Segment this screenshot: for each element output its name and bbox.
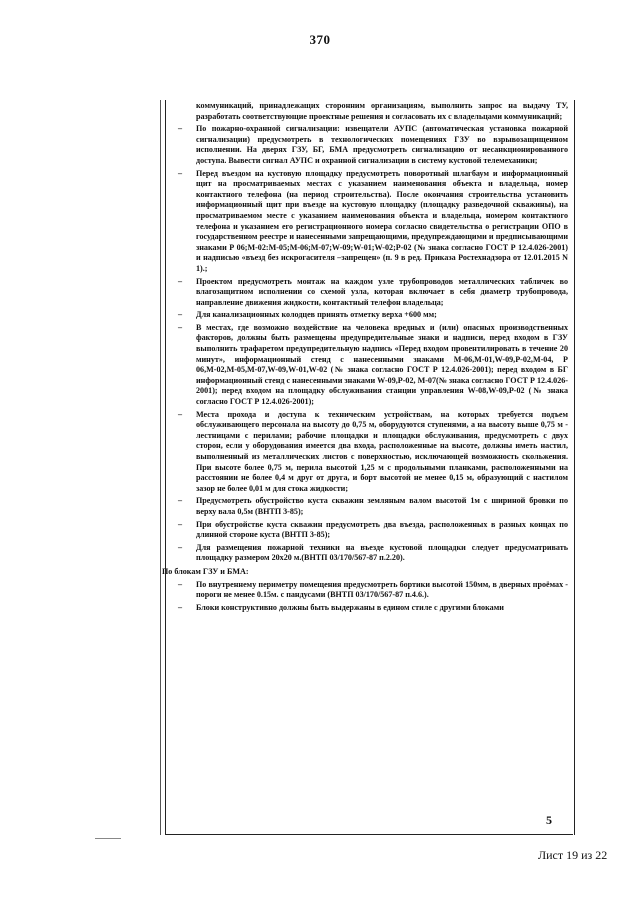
list-item-text: Блоки конструктивно должны быть выдержаны в едином стиле с другими блоками bbox=[196, 602, 504, 612]
dash-bullet-icon: – bbox=[177, 409, 183, 419]
dash-bullet-icon: – bbox=[177, 276, 183, 286]
list-item bbox=[170, 124, 568, 166]
dash-bullet-icon: – bbox=[177, 519, 183, 529]
dash-bullet-icon: – bbox=[177, 310, 183, 320]
dash-bullet-icon: – bbox=[177, 579, 183, 589]
list-item-text: По внутреннему периметру помещения предусмотреть бортики высотой 150мм, в дверных проёмах - пороги не менее 0.15м. с пандусами (ВНТП 03/170/567-87 п.4.6.). bbox=[196, 579, 568, 600]
dash-bullet-icon: – bbox=[177, 602, 183, 612]
page-number-bottom: 5 bbox=[546, 813, 552, 827]
table-bottom-border bbox=[165, 834, 573, 835]
list-item bbox=[170, 543, 568, 564]
list-item bbox=[170, 580, 568, 601]
dash-bullet-icon: – bbox=[177, 124, 183, 134]
list-item bbox=[170, 496, 568, 517]
continuation-paragraph bbox=[170, 101, 568, 122]
list-item-text: По пожарно-охранной сигнализации: извещатели АУПС (автоматическая установка пожарной сигнализации) предусмотреть в технологических помещениях ГЗУ во взрывозащищенном исполнении. На дверях ГЗУ, БГ, БМА предусмотреть сигнализацию от несанкционированного доступа. Вывести сигнал АУПС и охранной сигнализации в систему кустовой телемеханики; bbox=[196, 124, 568, 165]
list-item bbox=[170, 520, 568, 541]
list-item-text: Для размещения пожарной техники на въезде кустовой площадки следует предусматривать площадку размером 20х20 м.(ВНТП 03/170/567-87 п.2.20). bbox=[196, 542, 568, 563]
document-body bbox=[162, 101, 568, 615]
section-subheading: По блокам ГЗУ и БМА: bbox=[162, 566, 249, 576]
scan-artifact-line bbox=[95, 838, 121, 839]
sheet-counter bbox=[538, 848, 607, 863]
dash-bullet-icon: – bbox=[177, 542, 183, 552]
list-item-text: Для канализационных колодцев принять отметку верха +600 мм; bbox=[196, 310, 437, 320]
list-item-text: При обустройстве куста скважин предусмотреть два въезда, расположенных в разных концах по длинной стороне куста (ВНТП 3-85); bbox=[196, 519, 568, 540]
page-number-top: 370 bbox=[309, 32, 331, 47]
list-item-text: Проектом предусмотреть монтаж на каждом узле трубопроводов металлических табличек во влагозащитном исполнении со схемой узла, которая включает в себя диаметр трубопровода, направление движения жидкости, контактный телефон владельца; bbox=[196, 276, 568, 307]
list-item bbox=[170, 410, 568, 495]
list-item-text: Места прохода и доступа к техническим устройствам, на которых требуется подъем обслуживающего персонала на высоту до 0,75 м, оборудуются ступенями, а на высоту выше 0,75 м - лестницами с перилами; рабочие площадки и площадки обслуживания, предусмотреть с двух сторон, если у оборудования имеется два входа, расположенные на высоте, должны иметь настил, выполненный из металлических листов с поверхностью, исключающей возможность скольжения. При высоте более 0,75 м, перила высотой 1,25 м с продольными планками, расположенными на расстоянии не более 0,4 м друг от друга, и борт высотой не менее 0,15 м, образующий с настилом зазор не более 0,01 м для стока жидкости; bbox=[196, 409, 568, 493]
list-item bbox=[170, 603, 568, 614]
list-item-text: В местах, где возможно воздействие на человека вредных и (или) опасных производственных факторов, должны быть размещены предупредительные знаки и надписи, перед входом в ГЗУ выполнить трафаретом предупредительную надпись «Перед входом провентилировать в течение 20 минут», информационный стенд с нанесенными знаками М-06,М-01,W-09,Р-02,М-04, Р 06,М-02,М-05,М-07,W-09,W-01,W-02 (№ знака согласно ГОСТ Р 12.4.026-2001); перед входом в БГ информационный стенд с нанесенными знаками W-09,Р-02, М-07(№ знака согласно ГОСТ Р 12.4.026-2001); перед входом на площадку обслуживания станции управления W-08,W-09,Р-02 (№ знака согласно ГОСТ Р 12.4.026-2001); bbox=[196, 322, 568, 407]
list-item bbox=[170, 277, 568, 309]
dash-bullet-icon: – bbox=[177, 168, 183, 178]
list-item-text: Предусмотреть обустройство куста скважин земляным валом высотой 1м с шириной бровки по верху вала 0,5м (ВНТП 3-85); bbox=[196, 496, 568, 516]
left-margin-line bbox=[160, 100, 161, 835]
list-item bbox=[170, 310, 568, 321]
dash-bullet-icon: – bbox=[177, 496, 183, 506]
list-item bbox=[170, 323, 568, 408]
sheet-counter-text: Лист 19 из 22 bbox=[538, 848, 608, 862]
list-item-text: Перед въездом на кустовую площадку предусмотреть поворотный шлагбаум и информационный щит на просматриваемых местах с указанием наименования объекта и владельца, номер контактного телефона (на период строительства). После окончания строительства установить информационный щит при въезде на кустовую площадку (площадку разведочной скважины), на просматриваемом месте с указанием наименования объекта и владельца, номером контактного телефона и указанием его регистрационного номера согласно свидетельства о регистрации ОПО в государственном реестре и нанесенными запрещающими, предупреждающими и предписывающими знаками Р 06;М-02:М-05;М-06;М-07;W-09;W-01;W-02;Р-02 (№ знака согласно ГОСТ Р 12.4.026-2001) и надписью «въезд без искрогасителя –запрещен» (п. 9 в ред. Приказа Ростехнадзора от 12.01.2015 N 1).; bbox=[196, 168, 568, 273]
dash-bullet-icon: – bbox=[177, 322, 183, 332]
list-item bbox=[170, 169, 568, 275]
paragraph-text: коммуникаций, принадлежащих сторонним организациям, выполнить запрос на выдачу ТУ, разработать соответствующие проектные решения и согласовать их с владельцами коммуникаций; bbox=[196, 101, 568, 121]
